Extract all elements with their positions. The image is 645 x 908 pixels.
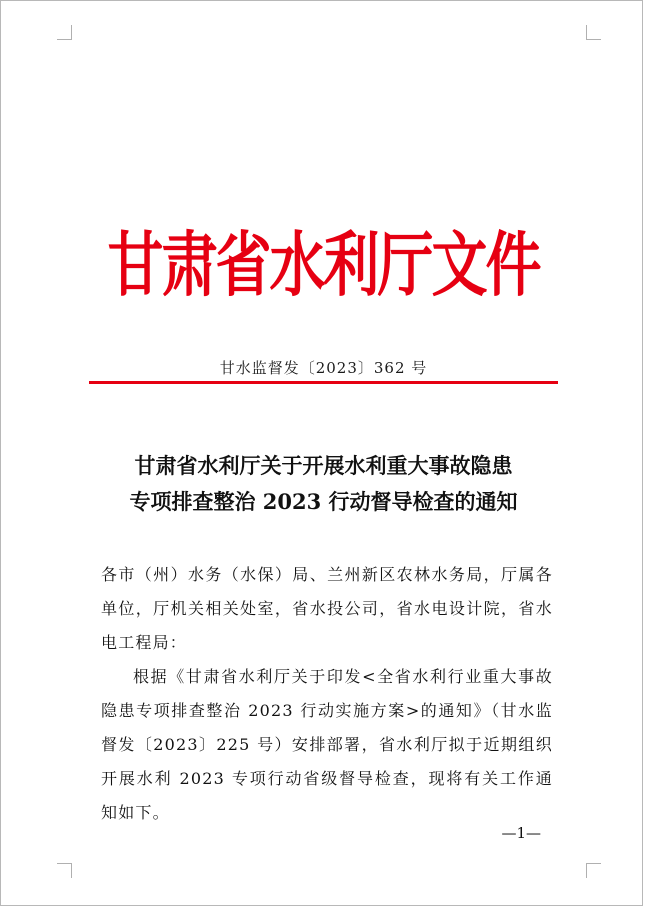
document-title-line-2: 专项排查整治 2023 行动督导检查的通知 — [129, 489, 518, 514]
body-paragraph-1: 根据《甘肃省水利厅关于印发<全省水利行业重大事故隐患专项排查整治 2023 行动实施方案>的通知》（甘水监督发〔2023〕225 号）安排部署，省水利厅拟于近期组织开展水利 2023 专项行动省级督导检查，现将有关工作通知如下。 — [101, 667, 553, 822]
page-number: —1— — [501, 824, 541, 842]
addressee-paragraph: 各市（州）水务（水保）局、兰州新区农林水务局，厅属各单位，厅机关相关处室，省水投公司，省水电设计院，省水电工程局： — [101, 565, 553, 652]
red-separator-line — [89, 381, 558, 384]
crop-mark-top-left — [57, 25, 72, 40]
document-number: 甘水监督发〔2023〕362 号 — [219, 359, 428, 377]
document-title-line-1: 甘肃省水利厅关于开展水利重大事故隐患 — [134, 453, 513, 478]
crop-mark-bottom-left — [57, 863, 72, 878]
document-title — [61, 448, 586, 520]
document-body — [101, 558, 553, 830]
red-header-title: 甘肃省水利厅文件 — [107, 224, 540, 307]
crop-mark-top-right — [586, 25, 601, 40]
crop-mark-bottom-right — [586, 863, 601, 878]
